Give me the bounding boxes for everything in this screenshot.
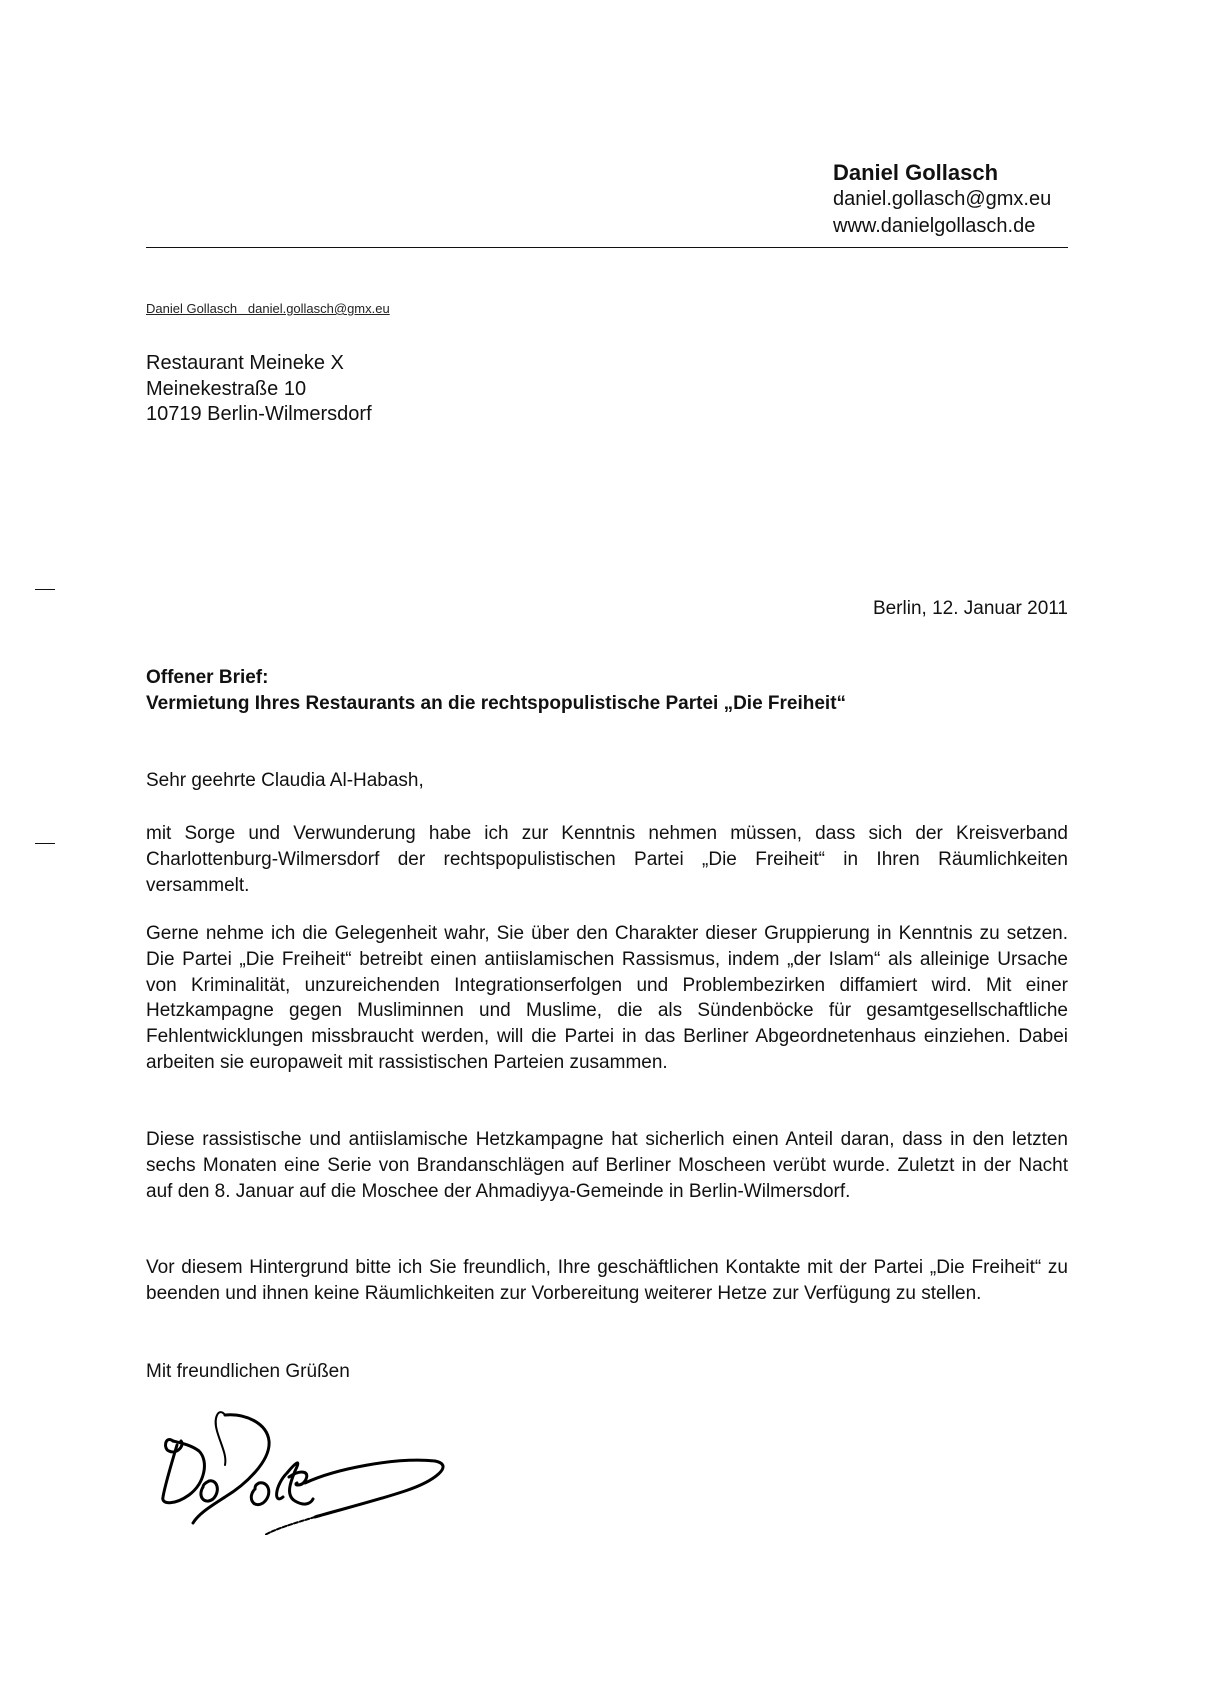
paragraph-1: mit Sorge und Verwunderung habe ich zur Kenntnis nehmen müssen, dass sich der Kreisverband Charlottenburg-Wilmersdorf der rechtspopulistischen Partei „Die Freiheit“ in Ihren Räumlichkeiten versammelt. — [146, 823, 1068, 896]
header-divider — [146, 247, 1068, 248]
fold-mark-top — [35, 589, 55, 590]
closing: Mit freundlichen Grüßen — [146, 1361, 350, 1382]
subject-line-2: Vermietung Ihres Restaurants an die rechtspopulistische Partei „Die Freiheit“ — [146, 693, 847, 714]
salutation: Sehr geehrte Claudia Al-Habash, — [146, 770, 424, 791]
paragraph-3: Diese rassistische und antiislamische Hetzkampagne hat sicherlich einen Anteil daran, dass in den letzten sechs Monaten eine Serie von Brandanschlägen auf Berliner Moscheen verübt wurde. Zuletzt in der Nacht auf den 8. Januar auf die Moschee der Ahmadiyya-Gemeinde in Berlin-Wilmersdorf. — [146, 1129, 1068, 1202]
subject-line-1: Offener Brief: — [146, 667, 269, 688]
paragraph-4: Vor diesem Hintergrund bitte ich Sie freundlich, Ihre geschäftlichen Kontakte mit der Partei „Die Freiheit“ zu beenden und ihnen keine Räumlichkeiten zur Vorbereitung weiterer Hetze zur Verfügung zu stellen. — [146, 1257, 1068, 1304]
letter-date: Berlin, 12. Januar 2011 — [872, 598, 1068, 619]
fold-mark-middle — [35, 843, 55, 844]
recipient-line-1: Restaurant Meineke X — [146, 352, 344, 374]
sender-email: daniel.gollasch@gmx.eu — [833, 188, 1052, 210]
letterhead — [833, 160, 1093, 240]
return-address: Daniel Gollasch daniel.gollasch@gmx.eu — [146, 301, 390, 316]
sender-website: www.danielgollasch.de — [833, 215, 1036, 237]
subject — [146, 665, 846, 717]
recipient-line-2: Meinekestraße 10 — [146, 377, 307, 400]
sender-name: Daniel Gollasch — [833, 160, 999, 185]
paragraph-2: Gerne nehme ich die Gelegenheit wahr, Sie über den Charakter dieser Gruppierung in Kenntnis zu setzen. Die Partei „Die Freiheit“ betreibt einen antiislamischen Rassismus, indem „der Islam“ als alleinige Ursache von Kriminalität, unzureichenden Integrationserfolgen und Problembezirken diffamiert wird. Mit einer Hetzkampagne gegen Musliminnen und Muslime, die als Sündenböcke für gesamtgesellschaftliche Fehlentwicklungen missbraucht werden, will die Partei in das Berliner Abgeordnetenhaus einziehen. Dabei arbeiten sie europaweit mit rassistischen Parteien zusammen. — [146, 923, 1068, 1073]
signature-icon — [155, 1405, 455, 1535]
recipient-address — [146, 351, 372, 428]
recipient-line-3: 10719 Berlin-Wilmersdorf — [146, 403, 372, 425]
